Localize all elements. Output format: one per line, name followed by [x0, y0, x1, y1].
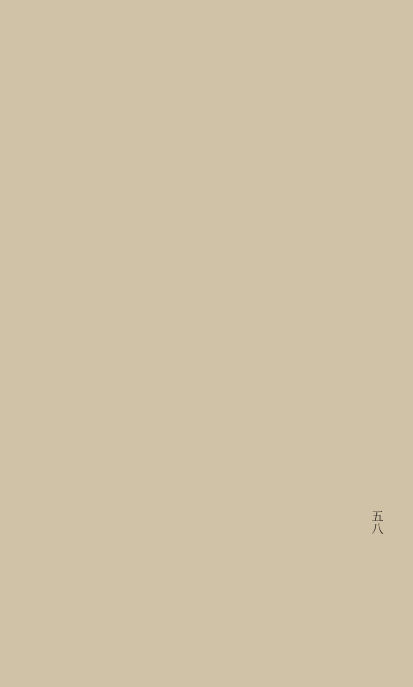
quoted-passage: [34, 518, 84, 668]
page-number: 五八: [370, 510, 384, 535]
main-body-text: [42, 107, 376, 577]
page-notes: [70, 28, 376, 94]
